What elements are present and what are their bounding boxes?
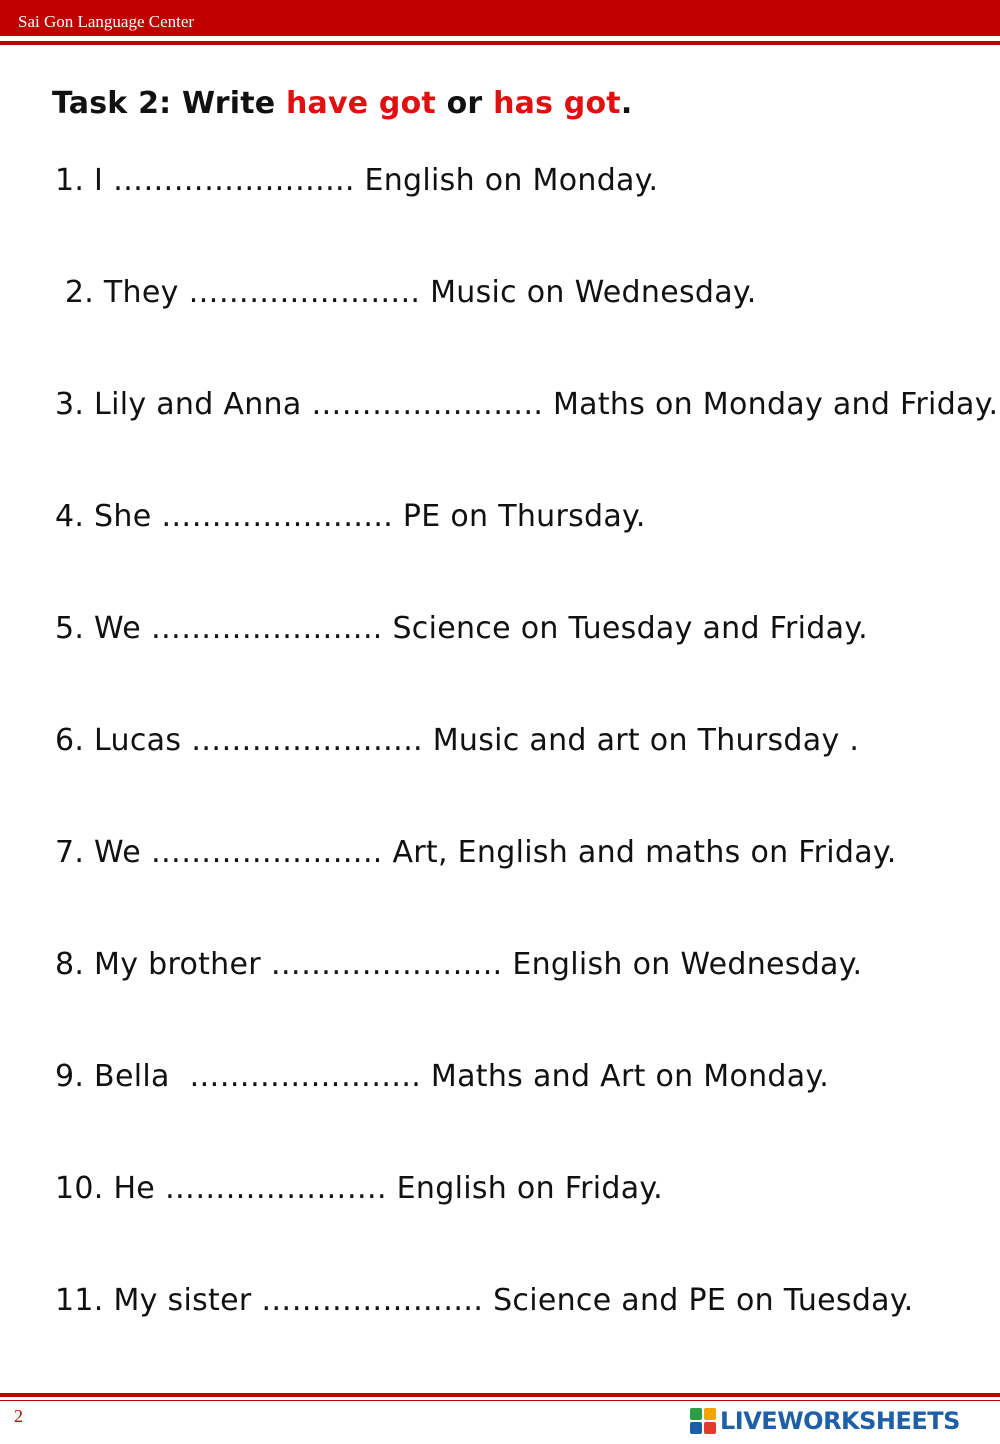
header-divider	[0, 41, 1000, 45]
page-number: 2	[14, 1406, 23, 1426]
exercise-11[interactable]: 11. My sister …………………. Science and PE on Tuesday.	[55, 1283, 914, 1318]
task-heading-prefix: Task 2: Write	[52, 86, 286, 121]
task-option-has-got: has got	[493, 86, 621, 121]
brand-name: LIVEWORKSHEETS	[720, 1407, 960, 1435]
exercise-10[interactable]: 10. He …………………. English on Friday.	[55, 1171, 664, 1206]
exercise-8[interactable]: 8. My brother ………………….. English on Wednesday.	[55, 947, 863, 982]
exercise-9[interactable]: 9. Bella ………………….. Maths and Art on Monday.	[55, 1059, 830, 1094]
footer-divider-thin	[0, 1400, 1000, 1401]
task-option-have-got: have got	[285, 86, 436, 121]
liveworksheets-logo-icon	[690, 1408, 716, 1434]
footer-divider	[0, 1393, 1000, 1397]
header-title: Sai Gon Language Center	[18, 12, 195, 31]
exercise-3[interactable]: 3. Lily and Anna ………………….. Maths on Monday and Friday.	[55, 387, 999, 422]
task-heading-suffix: .	[620, 86, 633, 121]
exercise-6[interactable]: 6. Lucas ………………….. Music and art on Thursday .	[55, 723, 860, 758]
exercise-2[interactable]: 2. They ………………….. Music on Wednesday.	[55, 275, 757, 310]
brand-logo[interactable]	[690, 1404, 960, 1438]
header-band	[0, 0, 1000, 36]
exercise-7[interactable]: 7. We ………………….. Art, English and maths on Friday.	[55, 835, 897, 870]
exercise-5[interactable]: 5. We ………………….. Science on Tuesday and Friday.	[55, 611, 868, 646]
exercise-1[interactable]: 1. I …………………... English on Monday.	[55, 163, 659, 198]
exercise-4[interactable]: 4. She ………………….. PE on Thursday.	[55, 499, 646, 534]
task-heading-middle: or	[435, 86, 494, 121]
task-heading	[52, 86, 632, 121]
